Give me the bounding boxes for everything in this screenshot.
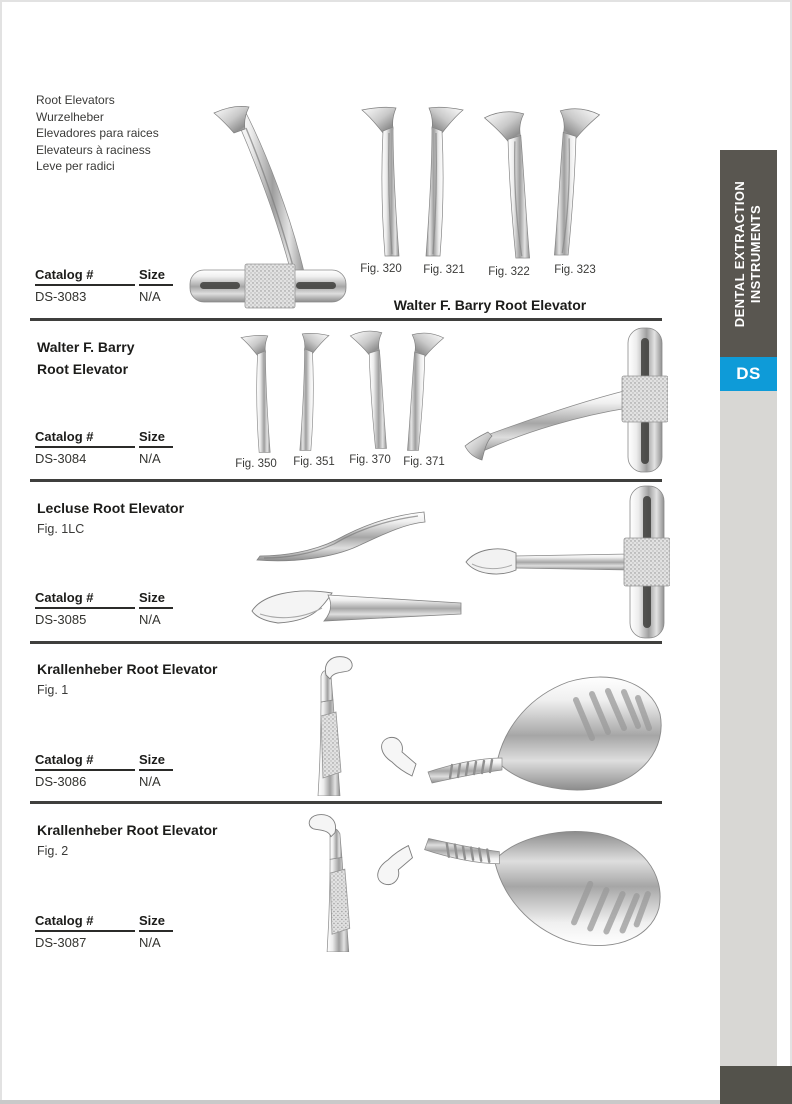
size-column-header: Size (139, 429, 173, 448)
catalog-column-header: Catalog # (35, 752, 135, 771)
elevator-tip-image-fig-370 (346, 328, 394, 450)
krallenheber-root-elevator-image (366, 822, 666, 952)
t-handle-root-elevator-image (188, 98, 348, 313)
t-handle-root-elevator-image (462, 326, 668, 474)
fig-label: Fig. 320 (360, 263, 402, 275)
section-fig: Fig. 2 (37, 844, 69, 858)
fig-label: Fig. 350 (235, 458, 277, 470)
catalog-number: DS-3085 (35, 612, 87, 627)
catalog-column-header: Catalog # (35, 590, 135, 609)
section-divider (30, 641, 662, 644)
section-divider (30, 801, 662, 804)
section-title-line: Lecluse Root Elevator (37, 500, 185, 516)
krallenheber-root-elevator-image (370, 672, 667, 798)
krallenheber-tip-image (300, 812, 366, 952)
size-column-header: Size (139, 913, 173, 932)
fig-label: Fig. 322 (488, 266, 530, 278)
catalog-number: DS-3086 (35, 774, 87, 789)
section-divider (30, 318, 662, 321)
intro-line: Root Elevators (36, 93, 115, 107)
product-caption: Walter F. Barry Root Elevator (393, 297, 587, 313)
lecluse-blade-curved-image (252, 506, 427, 568)
intro-line: Leve per radici (36, 159, 115, 174)
elevator-tip-image-fig-322 (480, 108, 538, 260)
fig-label: Fig. 351 (293, 456, 335, 468)
fig-label: Fig. 321 (423, 264, 465, 276)
elevator-tip-image-fig-323 (546, 105, 604, 257)
intro-line: Elevateurs à raciness (36, 142, 151, 157)
size-value: N/A (139, 612, 161, 627)
side-tab-dental-extraction-instruments (720, 150, 777, 357)
elevator-tip-image-fig-320 (352, 103, 410, 258)
catalog-column-header: Catalog # (35, 429, 135, 448)
size-value: N/A (139, 935, 161, 950)
section-title-line: Krallenheber Root Elevator (37, 822, 218, 838)
catalog-number: DS-3083 (35, 289, 87, 304)
intro-line: Elevadores para raices (36, 126, 159, 141)
elevator-tip-image-fig-321 (415, 103, 473, 258)
side-tab-ds-code: DS (720, 357, 777, 391)
elevator-tip-image-fig-351 (290, 330, 338, 452)
side-rail (720, 391, 777, 1066)
fig-label: Fig. 370 (349, 454, 391, 466)
intro-line: Wurzelheber (36, 109, 104, 124)
size-value: N/A (139, 289, 161, 304)
section-divider (30, 479, 662, 482)
krallenheber-tip-image (296, 654, 360, 796)
size-value: N/A (139, 774, 161, 789)
elevator-tip-image-fig-371 (400, 330, 448, 452)
t-handle-root-elevator-image (458, 484, 670, 640)
catalog-number: DS-3087 (35, 935, 87, 950)
size-column-header: Size (139, 590, 173, 609)
size-column-header: Size (139, 267, 173, 286)
elevator-tip-image-fig-350 (232, 332, 280, 454)
section-title-line: Krallenheber Root Elevator (37, 661, 218, 677)
section-title-line: Walter F. Barry (37, 339, 135, 355)
section-fig: Fig. 1LC (37, 522, 85, 536)
fig-label: Fig. 371 (403, 456, 445, 468)
page-bottom-edge (0, 1100, 792, 1104)
catalog-column-header: Catalog # (35, 267, 135, 286)
section-fig: Fig. 1 (37, 683, 69, 697)
bottom-corner-block (720, 1066, 792, 1104)
catalog-number: DS-3084 (35, 451, 87, 466)
fig-label: Fig. 323 (554, 264, 596, 276)
size-value: N/A (139, 451, 161, 466)
size-column-header: Size (139, 752, 173, 771)
side-tab-label: DENTAL EXTRACTION INSTRUMENTS (732, 180, 764, 327)
lecluse-blade-spear-image (248, 584, 463, 632)
intro-text (36, 92, 159, 175)
catalog-column-header: Catalog # (35, 913, 135, 932)
section-title-line: Root Elevator (37, 361, 129, 377)
